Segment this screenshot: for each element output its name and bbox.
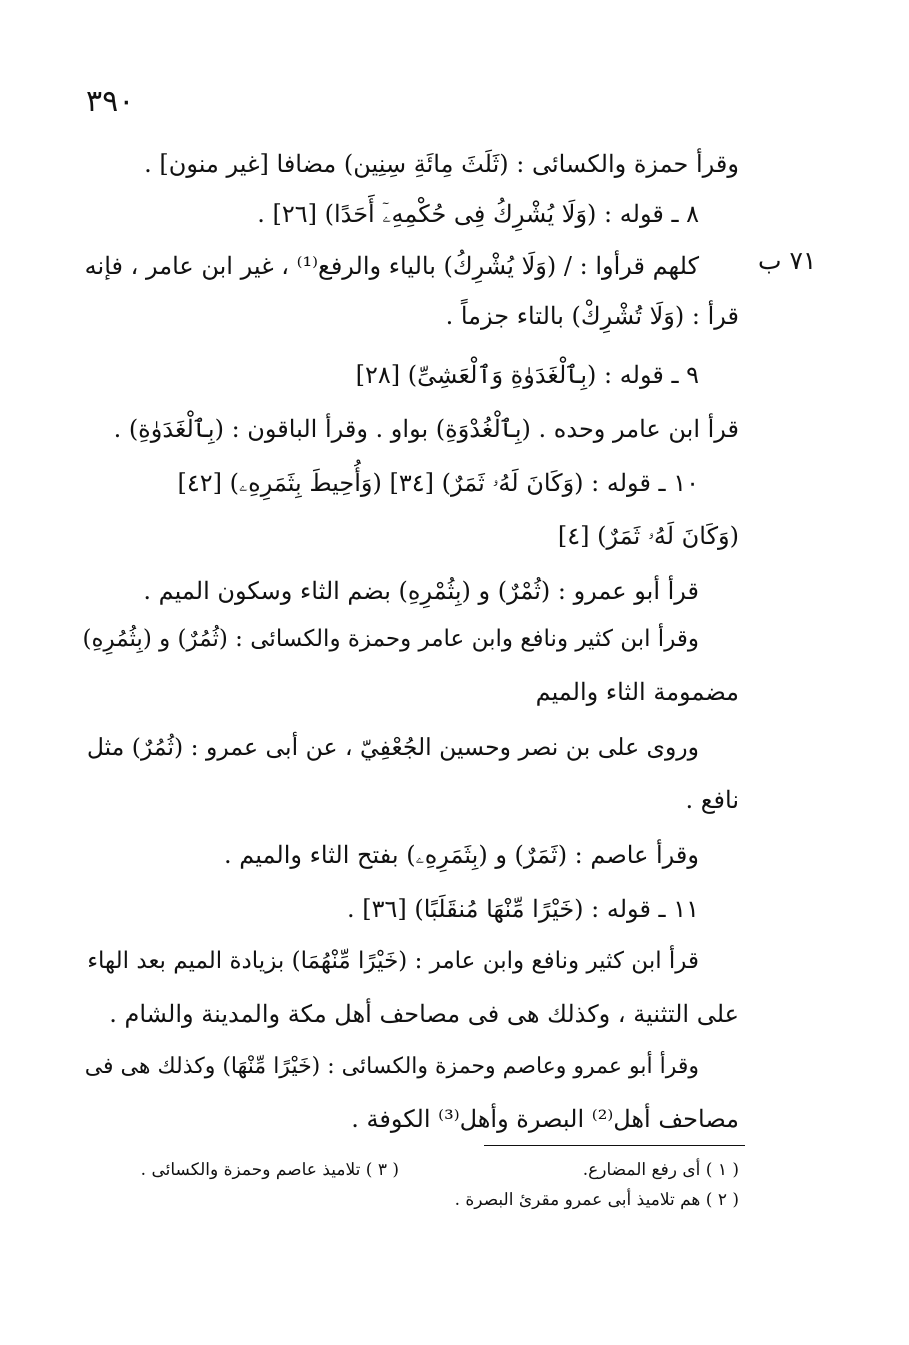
text-line: وقرأ حمزة والكسائى : (ثَلَثَ مِائَةِ سِنِين) مضافا [غير منون] . (144, 150, 739, 178)
text-line: قرأ : (وَلَا تُشْرِكْ) بالتاء جزماً . (445, 302, 739, 330)
footnote-3: ( ٣ ) تلاميذ عاصم وحمزة والكسائى . (140, 1160, 399, 1180)
text-line: قرأ أبو عمرو : (ثُمْرٌ) و (بِثُمْرِهِ) بضم الثاء وسكون الميم . (143, 577, 699, 605)
text-line: وقرأ عاصم : (ثَمَرٌ) و (بِثَمَرِهِۦ) بفتح الثاء والميم . (224, 841, 699, 869)
text-line: قرأ ابن كثير ونافع وابن عامر : (خَيْرًا مِّنْهُمَا) بزيادة الميم بعد الهاء (87, 948, 699, 974)
text-line: قرأ ابن عامر وحده . (بِٱلْغُدْوَةِ) بواو . وقرأ الباقون : (بِٱلْغَدَوٰةِ) . (113, 415, 739, 443)
text-line: على التثنية ، وكذلك هى فى مصاحف أهل مكة والمدينة والشام . (109, 1000, 739, 1028)
verse-heading-11: ١١ ـ قوله : (خَيْرًا مِّنْهَا مُنقَلَبًا) [٣٦] . (346, 895, 699, 923)
footnote-divider (484, 1145, 745, 1146)
text-line: وقرأ أبو عمرو وعاصم وحمزة والكسائى : (خَيْرًا مِّنْهَا) وكذلك هى فى (84, 1054, 699, 1079)
footnote-1: ( ١ ) أى رفع المضارع. (582, 1160, 739, 1180)
text-line: وقرأ ابن كثير ونافع وابن عامر وحمزة والكسائى : (ثُمُرٌ) و (بِثُمُرِهِ) (82, 626, 699, 652)
text-line: مصاحف أهل⁽²⁾ البصرة وأهل⁽³⁾ الكوفة . (351, 1105, 739, 1133)
margin-folio-note: ٧١ ب (758, 246, 817, 275)
verse-heading-8: ٨ ـ قوله : (وَلَا يُشْرِكُ فِى حُكْمِهِۦٓ أَحَدًا) [٢٦] . (257, 200, 699, 228)
text-line: وروى على بن نصر وحسين الجُعْفِيّ ، عن أبى عمرو : (ثُمُرٌ) مثل (86, 733, 699, 761)
verse-heading-9: ٩ ـ قوله : (بِٱلْغَدَوٰةِ وَٱلْعَشِىِّ) [٢٨] (355, 361, 699, 389)
text-line: (وَكَانَ لَهُۥ ثَمَرٌ) [٤] (557, 522, 739, 550)
page-number: ٣٩٠ (86, 84, 135, 119)
text-line: كلهم قرأوا : / (وَلَا يُشْرِكُ) بالياء والرفع⁽¹⁾ ، غير ابن عامر ، فإنه (84, 252, 699, 280)
text-line: نافع . (685, 786, 739, 814)
footnote-2: ( ٢ ) هم تلاميذ أبى عمرو مقرئ البصرة . (454, 1190, 739, 1210)
verse-heading-10: ١٠ ـ قوله : (وَكَانَ لَهُۥ ثَمَرٌ) [٣٤] (وَأُحِيطَ بِثَمَرِهِۦ) [٤٢] (177, 469, 699, 497)
text-line: مضمومة الثاء والميم (535, 678, 739, 706)
